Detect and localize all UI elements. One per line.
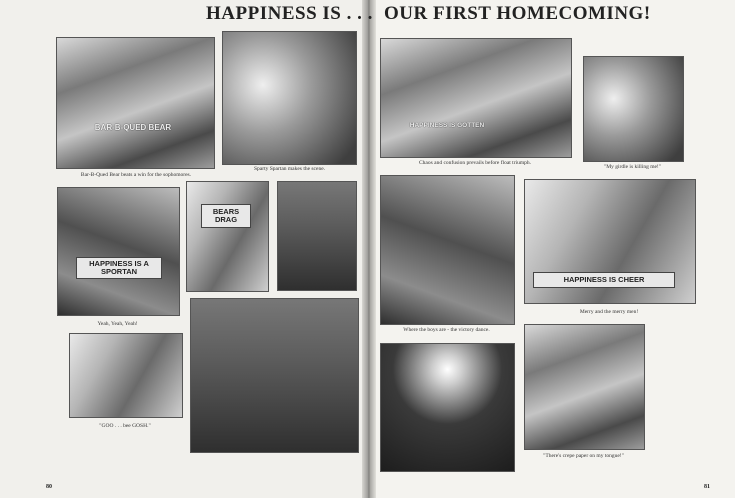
caption-merry: Merry and the merry men! [579, 309, 639, 315]
caption-crepe-paper: "There's crepe paper on my tongue!" [543, 453, 624, 459]
caption-yeah: Yeah, Yeah, Yeah! [97, 321, 138, 327]
photo-field-figure [277, 181, 357, 291]
sign-happiness-gotten: HAPPINESS IS GOTTEN [409, 122, 485, 129]
sign-happiness-cheer: HAPPINESS IS CHEER [533, 272, 675, 288]
photo-crepe-paper [524, 324, 645, 450]
photo-sportan-float [57, 187, 180, 316]
page-number-right: 81 [704, 484, 710, 490]
photo-bears-drag [186, 181, 269, 292]
caption-bear-float: Bar-B-Qued Bear beats a win for the sophomores. [80, 172, 192, 178]
photo-night-game [380, 343, 515, 472]
right-page-title: OUR FIRST HOMECOMING! [384, 3, 651, 24]
caption-girdle: "My girdle is killing me!" [603, 164, 662, 170]
photo-merry-men [524, 179, 696, 304]
photo-cheer-gooo [69, 333, 183, 418]
page-number-left: 80 [46, 484, 52, 490]
sign-bears-drag: BEARS DRAG [201, 204, 251, 228]
photo-sparty-spartan [222, 31, 357, 165]
caption-victory-dance: Where the boys are - the victory dance. [403, 327, 490, 333]
sign-bear: BAR-B-QUED BEAR [94, 123, 172, 132]
caption-chaos: Chaos and confusion prevails before float triumph. [419, 160, 531, 166]
caption-gooo: "GOO . . . bee GOSH." [99, 423, 151, 429]
sign-happiness-sportan: HAPPINESS IS A SPORTAN [76, 257, 162, 279]
photo-girdle [583, 56, 684, 162]
photo-bear-float [56, 37, 215, 169]
photo-chaos-float [380, 38, 572, 158]
photo-victory-dance [380, 175, 515, 325]
photo-football-game [190, 298, 359, 453]
caption-sparty: Sparty Spartan makes the scene. [253, 166, 326, 172]
book-gutter [362, 0, 376, 498]
left-page-title: HAPPINESS IS . . . [206, 3, 373, 24]
